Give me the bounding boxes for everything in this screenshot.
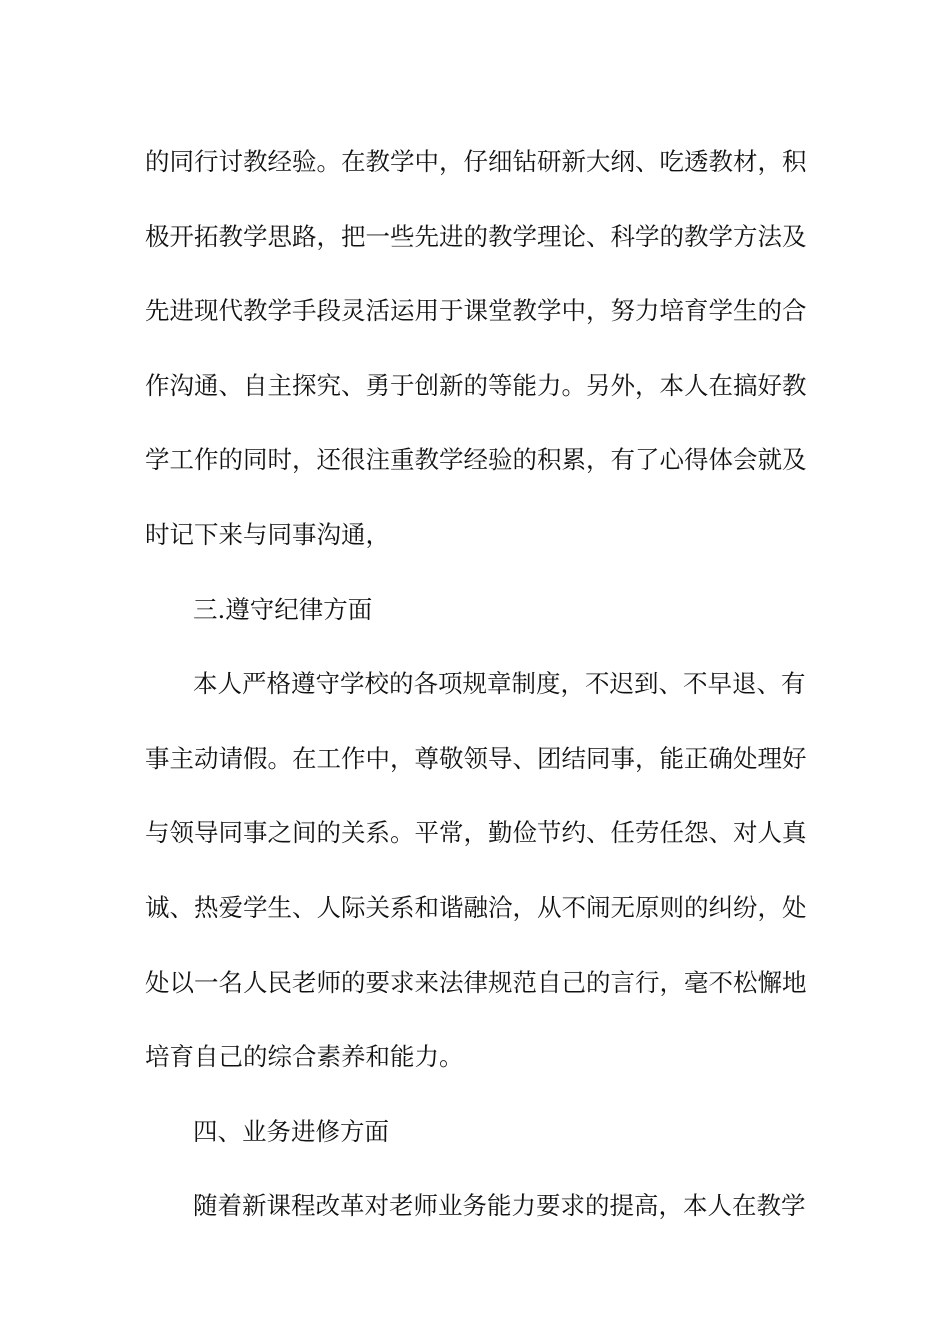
text-line: 事主动请假。在工作中，尊敬领导、团结同事，能正确处理好 bbox=[145, 743, 807, 773]
text-line: 的同行讨教经验。在教学中，仔细钻研新大纲、吃透教材，积 bbox=[145, 147, 807, 176]
text-line: 培育自己的综合素养和能力。 bbox=[145, 1042, 464, 1072]
text-line: 作沟通、自主探究、勇于创新的等能力。另外，本人在搞好教 bbox=[145, 370, 807, 400]
text-line: 随着新课程改革对老师业务能力要求的提高，本人在教学 bbox=[193, 1191, 806, 1221]
document-body bbox=[145, 125, 810, 1244]
text-line: 先进现代教学手段灵活运用于课堂教学中，努力培育学生的合 bbox=[145, 296, 807, 326]
section-heading: 三.遵守纪律方面 bbox=[193, 594, 373, 624]
text-line: 处以一名人民老师的要求来法律规范自己的言行，毫不松懈地 bbox=[145, 967, 807, 997]
text-line: 学工作的同时，还很注重教学经验的积累，有了心得体会就及 bbox=[145, 445, 807, 475]
text-line: 时记下来与同事沟通， bbox=[145, 519, 390, 549]
section-heading: 四、业务进修方面 bbox=[193, 1116, 389, 1146]
text-line: 与领导同事之间的关系。平常，勤俭节约、任劳任怨、对人真 bbox=[145, 818, 807, 848]
text-line: 诚、热爱学生、人际关系和谐融洽，从不闹无原则的纠纷，处 bbox=[145, 892, 807, 922]
text-line: 本人严格遵守学校的各项规章制度，不迟到、不早退、有 bbox=[193, 669, 806, 699]
text-line: 极开拓教学思路，把一些先进的教学理论、科学的教学方法及 bbox=[145, 221, 807, 251]
